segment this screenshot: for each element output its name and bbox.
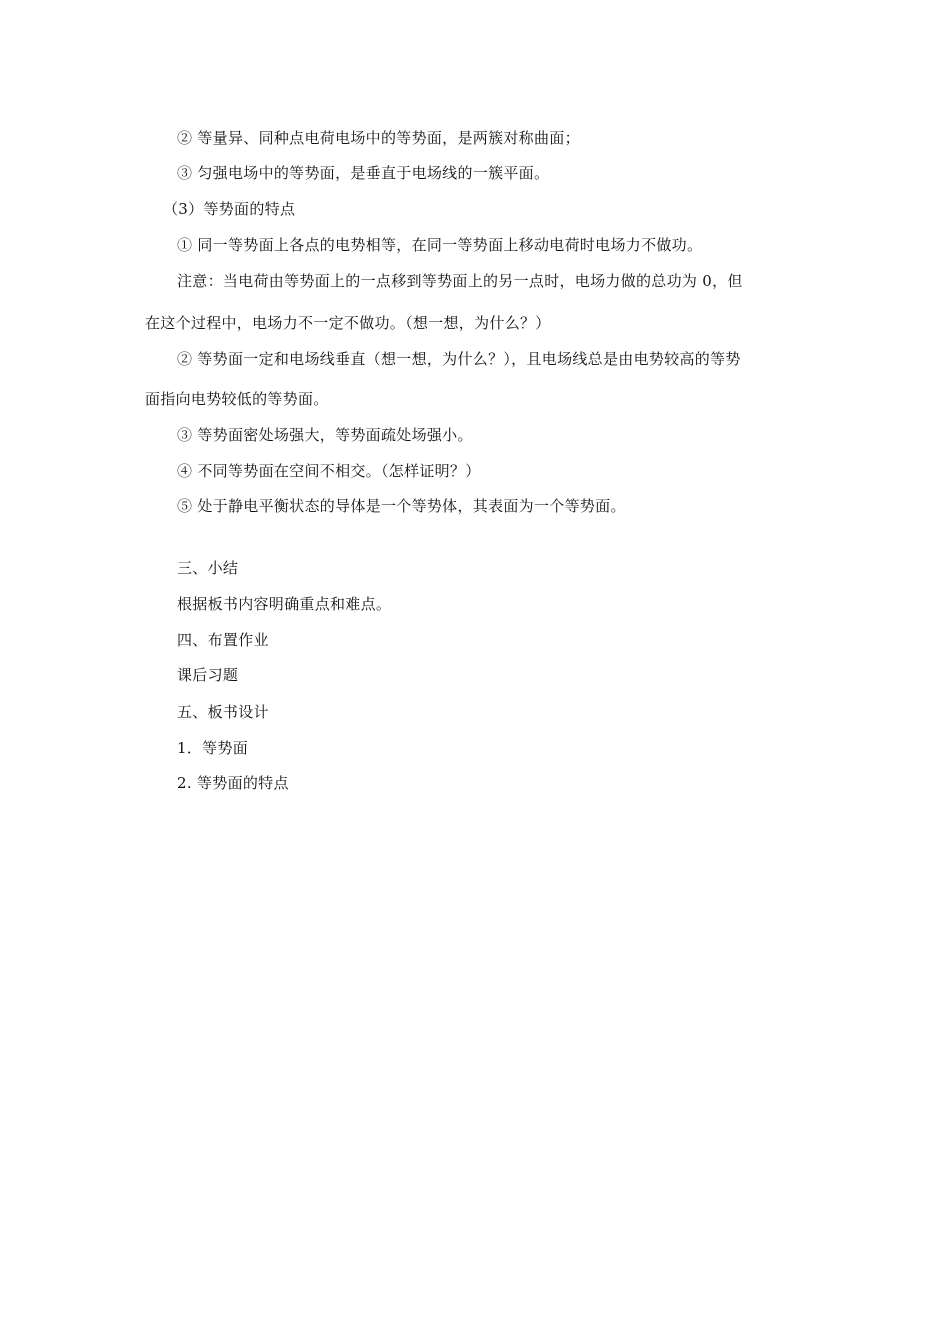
text-line: 根据板书内容明确重点和难点。: [177, 595, 392, 613]
text-line: （3）等势面的特点: [163, 200, 296, 218]
text-line: ③ 等势面密处场强大，等势面疏处场强小。: [177, 426, 473, 444]
text-line: ① 同一等势面上各点的电势相等，在同一等势面上移动电荷时电场力不做功。: [177, 236, 703, 254]
text-line: 面指向电势较低的等势面。: [145, 390, 329, 408]
text-line: ② 等量异、同种点电荷电场中的等势面，是两簇对称曲面；: [177, 129, 580, 147]
text-line: 课后习题: [177, 666, 239, 684]
text-line: ③ 匀强电场中的等势面，是垂直于电场线的一簇平面。: [177, 164, 550, 182]
section-heading: 三、小结: [177, 559, 239, 577]
list-item: 1．等势面: [177, 739, 249, 757]
list-item: 2. 等势面的特点: [177, 774, 289, 792]
text-line: 在这个过程中，电场力不一定不做功。（想一想，为什么？）: [145, 314, 551, 332]
text-line: ⑤ 处于静电平衡状态的导体是一个等势体，其表面为一个等势面。: [177, 497, 626, 515]
section-heading: 四、布置作业: [177, 631, 269, 649]
section-heading: 五、板书设计: [177, 703, 269, 721]
text-line: ② 等势面一定和电场线垂直（想一想，为什么？），且电场线总是由电势较高的等势: [177, 350, 741, 368]
text-line: ④ 不同等势面在空间不相交。（怎样证明？）: [177, 462, 481, 480]
text-line: 注意：当电荷由等势面上的一点移到等势面上的另一点时，电场力做的总功为 0，但: [177, 272, 743, 290]
